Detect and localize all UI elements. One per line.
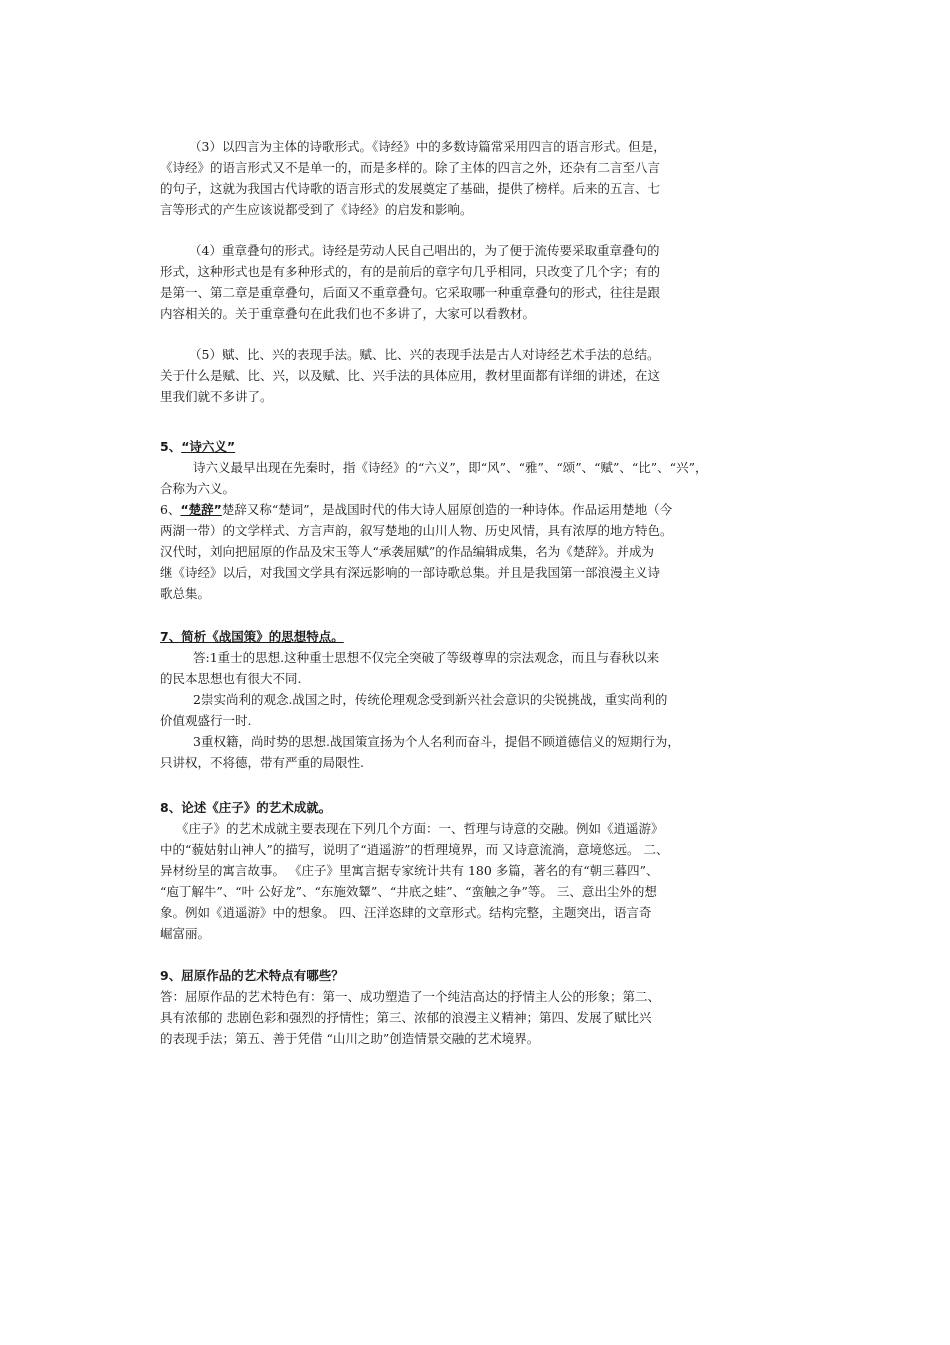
- heading-number: 6、: [160, 502, 181, 517]
- text-line: 是第一、第二章是重章叠句，后面又不重章叠句。它采取哪一种重章叠句的形式，往往是跟: [160, 285, 661, 300]
- text-line: 的表现手法；第五、善于凭借 “山川之助”创造情景交融的艺术境界。: [160, 1031, 540, 1046]
- text-line: （4）重章叠句的形式。诗经是劳动人民自己唱出的，为了便于流传要采取重章叠句的: [189, 243, 660, 258]
- text-line: 价值观盛行一时.: [160, 713, 252, 728]
- text-line: 合称为六义。: [160, 481, 236, 496]
- text-line: 象。例如《逍遥游》中的想象。 四、汪洋恣肆的文章形式。结构完整，主题突出，语言奇: [160, 905, 652, 920]
- text-line: 的句子，这就为我国古代诗歌的语言形式的发展奠定了基础，提供了榜样。后来的五言、七: [160, 181, 661, 196]
- section-zhuangzi: [160, 797, 745, 944]
- text-line: 异材纷呈的寓言故事。 《庄子》里寓言据专家统计共有 180 多篇，著名的有“朝三暮四”、: [160, 863, 659, 878]
- text-line: 关于什么是赋、比、兴，以及赋、比、兴手法的具体应用，教材里面都有详细的讲述，在这: [160, 368, 661, 383]
- text-line: 言等形式的产生应该说都受到了《诗经》的启发和影响。: [160, 202, 473, 217]
- section-zhan-guo-ce: [160, 626, 745, 773]
- text-line: 继《诗经》以后，对我国文学具有深远影响的一部诗歌总集。并且是我国第一部浪漫主义诗: [160, 565, 661, 580]
- text-line: 汉代时，刘向把屈原的作品及宋玉等人“承袭屈赋”的作品编辑成集，名为《楚辞》。并成为: [160, 544, 655, 559]
- section-heading: 7、简析《战国策》的思想特点。: [160, 629, 344, 644]
- heading-number: 5、: [160, 439, 182, 454]
- text-line: 只讲权，不将德，带有严重的局限性.: [160, 755, 364, 770]
- text-line: 中的“藐姑射山神人”的描写，说明了“逍遥游”的哲理境界，而 又诗意流淌，意境悠远。 二、: [160, 842, 669, 857]
- text-line: 里我们就不多讲了。: [160, 389, 273, 404]
- text-line: 3重权籍，尚时势的思想.战国策宣扬为个人名利而奋斗，提倡不顾道德信义的短期行为，: [193, 734, 680, 749]
- text-line: “庖丁解牛”、“叶 公好龙”、“东施效颦”、“井底之蛙”、“蛮触之争”等。 三、意出尘外的想: [160, 884, 657, 899]
- heading-title: “楚辞”: [180, 502, 222, 517]
- text-line: 《庄子》的艺术成就主要表现在下列几个方面：一、哲理与诗意的交融。例如《逍遥游》: [176, 821, 664, 836]
- text-line: 答：屈原作品的艺术特色有：第一、成功塑造了一个纯洁高达的抒情主人公的形象；第二、: [160, 989, 661, 1004]
- section-qu-yuan: [160, 965, 745, 1049]
- heading-title: “诗六义”: [181, 439, 236, 454]
- text-line: 内容相关的。关于重章叠句在此我们也不多讲了，大家可以看教材。: [160, 306, 536, 321]
- text-line: 具有浓郁的 悲剧色彩和强烈的抒情性；第三、浓郁的浪漫主义精神；第四、发展了赋比兴: [160, 1010, 652, 1025]
- text-line: [160, 499, 745, 520]
- section-heading: 9、屈原作品的艺术特点有哪些？: [160, 968, 344, 983]
- text-line: 歌总集。: [160, 586, 211, 601]
- text-line: （5）赋、比、兴的表现手法。赋、比、兴的表现手法是古人对诗经艺术手法的总结。: [189, 347, 660, 362]
- paragraph-fu-bi-xing: [160, 344, 745, 407]
- section-shi-liu-yi: [160, 436, 745, 499]
- text-line: 诗六义最早出现在先秦时，指《诗经》的“六义”，即“风”、“雅”、“颂”、“赋”、“比”、“兴”，: [193, 460, 708, 475]
- section-heading: 8、论述《庄子》的艺术成就。: [160, 800, 332, 815]
- text-run: 楚辞又称“楚词”，是战国时代的伟大诗人屈原创造的一种诗体。作品运用楚地（今: [221, 502, 673, 517]
- paragraph-repetition-form: [160, 240, 745, 324]
- text-line: 2崇实尚利的观念.战国之时，传统伦理观念受到新兴社会意识的尖锐挑战，重实尚利的: [193, 692, 668, 707]
- text-line: （3）以四言为主体的诗歌形式。《诗经》中的多数诗篇常采用四言的语言形式。但是，: [189, 139, 666, 154]
- text-line: 《诗经》的语言形式又不是单一的，而是多样的。除了主体的四言之外，还杂有二言至八言: [160, 160, 661, 175]
- text-line: 的民本思想也有很大不同.: [160, 671, 302, 686]
- text-line: 两湖一带）的文学样式、方言声韵，叙写楚地的山川人物、历史风情，具有浓厚的地方特色。: [160, 523, 673, 538]
- paragraph-four-character-form: [160, 136, 745, 220]
- section-chu-ci: [160, 499, 745, 604]
- section-heading: [160, 436, 745, 457]
- text-line: 答:1重士的思想.这种重士思想不仅完全突破了等级尊卑的宗法观念，而且与春秋以来: [193, 650, 660, 665]
- text-line: 崛富丽。: [160, 926, 211, 941]
- text-line: 形式，这种形式也是有多种形式的，有的是前后的章字句几乎相同，只改变了几个字；有的: [160, 264, 661, 279]
